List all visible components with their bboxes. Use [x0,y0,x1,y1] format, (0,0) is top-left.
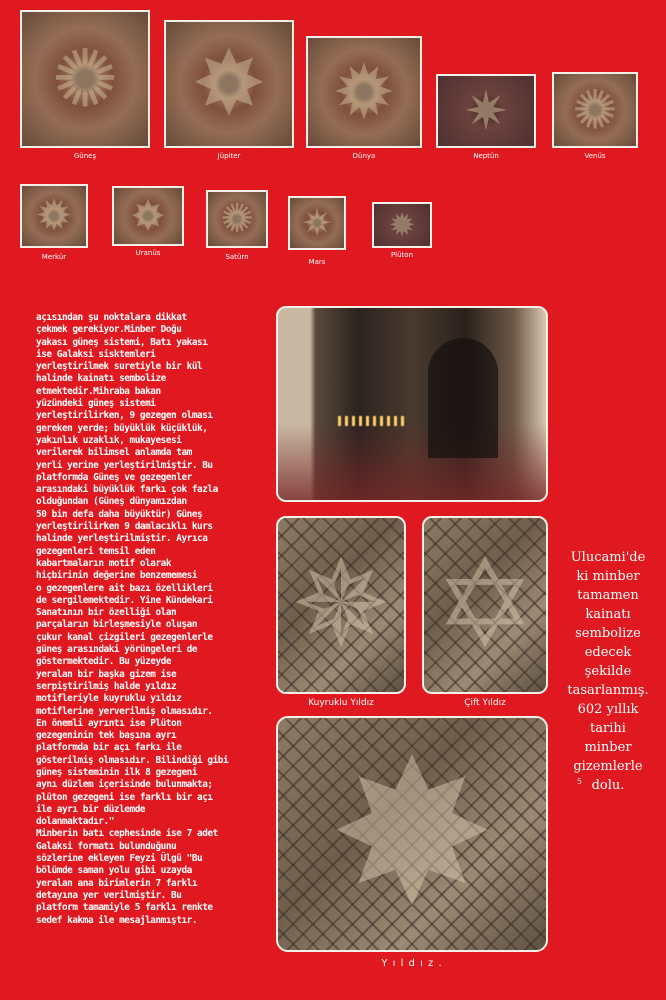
planet-thumb-jupiter: ✸ [164,20,294,148]
yildiz-caption: Y ı l d ı z . [381,958,443,969]
cift-yildiz-caption: Çift Yıldız [464,698,506,708]
planet-caption-pluton: Plüton [390,251,414,259]
article-body-text: açısından şu noktalara dikkat çekmek gerekiyor.Minber Doğu yakası güneş sistemi, Batı yakası ise Galaksi sisktemleri yerleştirilmek suretiyle bir kül halinde kainatı sembolize etmektedir.Mihraba bakan yüzündeki güneş sistemi yerleştirilirken, 9 gezegen olması gereken yerde; büyüklük küçüklük, yakınlık uzaklık, mukayesesi verilerek bilimsel anlamda tam yerli yerine yerleştirilmiştir. Bu platformda Güneş ve gezegenler arasındaki büyüklük farkı çok fazla olduğundan (Güneş dünyamızdan 50 bin defa daha büyüktür) Güneş yerleştirilirken 9 damlacıklı kurs halinde yerleştirilmiştir. Ayrıca gezegenleri temsil eden kabartmaların motif olarak hiçbirinin değerine benzememesi o gezegenlere ait bazı özellikleri de sergilemektedir. Yine Kündekari Sanatının bir özelliği olan parçaların birleşmesiyle oluşan çukur kanal çizgileri gezegenlerle güneş arasındaki yörüngeleri de göstermektedir. Bu yüzeyde yeralan bir başka gizem ise serpiştirilmiş halde yıldız motifleriyle kuyruklu yıldız motiflerine yerverilmiş olmasıdır. En önemli ayrıntı ise Plüton gezegeninin tek başına ayrı platformda bir açı farkı ile gösterilmiş olmasıdır. Bilindiği gibi güneş sisteminin ilk 8 gezegeni aynı düzlem içerisinde bulunmakta; plüton gezegeni ise farklı bir açı ile ayrı bir düzlemde dolanmaktadır." Minberin batı cephesinde ise 7 adet Galaksi formatı bulunduğunu sözlerine ekleyen Feyzi Ülgü "Bu bölümde saman yolu gibi uzayda yeralan ana birimlerin 7 farklı detayına yer verilmiştir. Bu platform tamamiyle 5 farklı renkte sedef kakma ile mesajlanmıştır. [36,312,229,926]
kuyruklu-yildiz-caption: Kuyruklu Yıldız [308,698,374,708]
planet-caption-neptun: Neptün [473,152,499,160]
planet-thumb-mars: ✷ [288,196,346,250]
corner-mark: 5 [577,777,583,786]
planet-caption-uranus: Uranüs [135,249,161,257]
planet-thumb-venus: ✺ [552,72,638,148]
yildiz-photo [276,716,548,952]
planet-caption-jupiter: Jüpiter [217,152,241,160]
planet-caption-saturn: Satürn [225,253,249,261]
planet-caption-venus: Venüs [584,152,606,160]
chandelier-lights [338,416,408,426]
cift-yildiz-photo [422,516,548,694]
side-pull-quote: Ulucami'de ki minber tamamen kainatı sembolize edecek şekilde tasarlanmış. 602 yıllık tarihi minber gizemlerle dolu. [567,550,649,793]
planet-caption-merkur: Merkür [41,253,67,261]
planet-thumb-dunya: ✹ [306,36,422,148]
planet-thumb-uranus: ✸ [112,186,184,246]
comet-star-icon: ✵ [290,535,392,675]
planet-thumb-merkur: ✹ [20,184,88,248]
star-pattern-icon: ✸ [328,717,496,951]
minbar-arch-shape [428,338,498,458]
mosque-interior-photo [276,306,548,502]
planet-thumb-neptun: ✷ [436,74,536,148]
planet-caption-dunya: Dünya [352,152,376,160]
planet-thumb-gunes: ✺ [20,10,150,148]
double-star-icon: ✡ [434,535,536,675]
planet-caption-gunes: Güneş [73,152,97,160]
planet-thumb-saturn: ✺ [206,190,268,248]
planet-thumb-pluton: ✹ [372,202,432,248]
planet-caption-mars: Mars [308,258,326,266]
kuyruklu-yildiz-photo [276,516,406,694]
